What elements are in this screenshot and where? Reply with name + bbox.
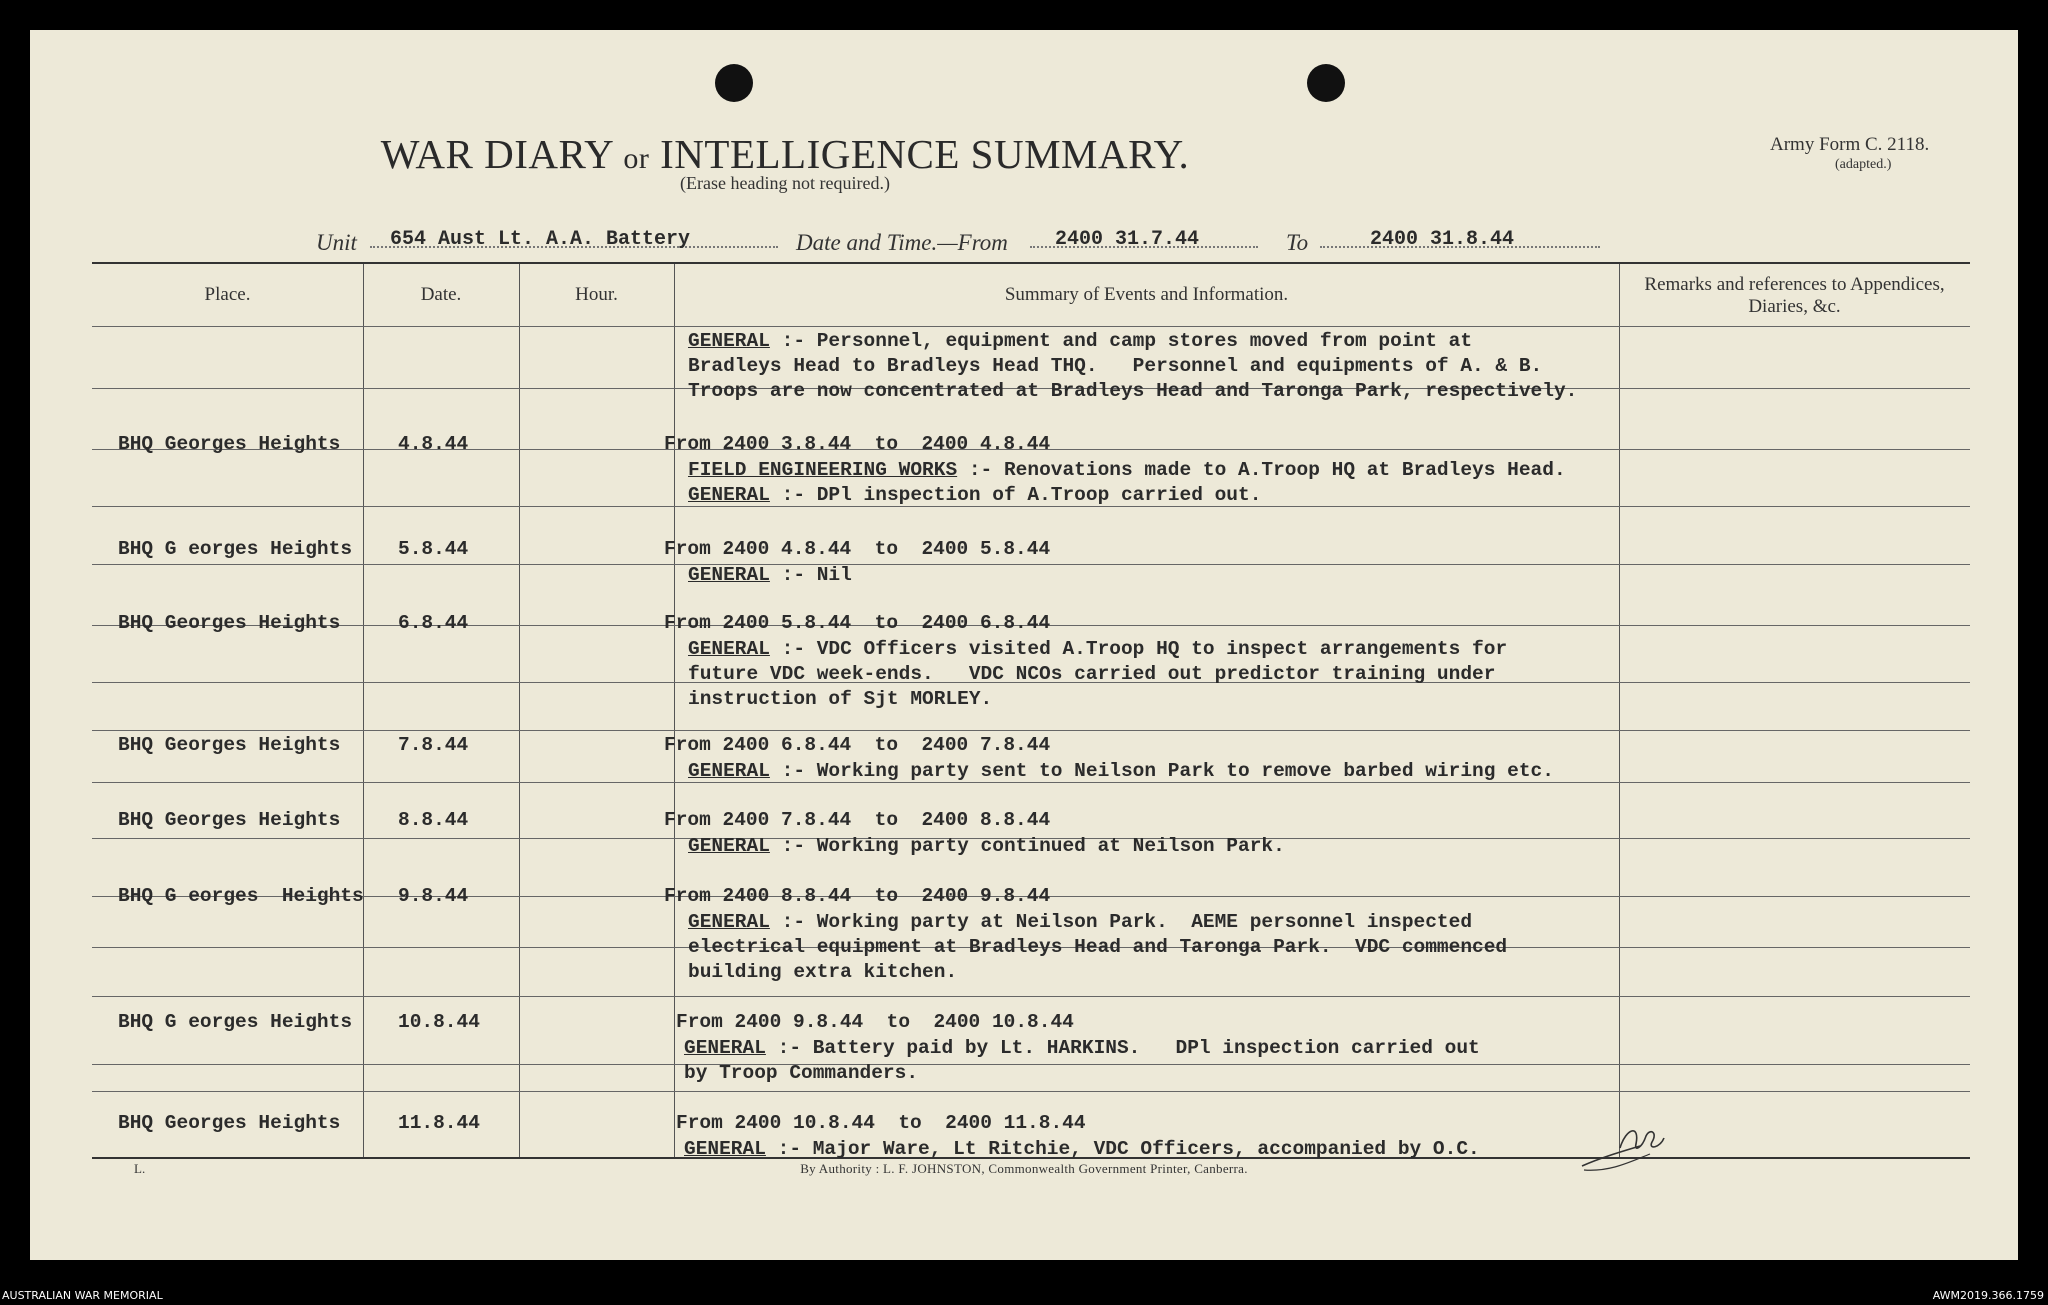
ruled-line: [92, 730, 1970, 731]
entry-period: From 2400 4.8.44 to 2400 5.8.44: [664, 538, 1051, 560]
entry-text: :- Working party continued at Neilson Park.: [769, 835, 1285, 857]
footer-mark: L.: [134, 1161, 146, 1176]
entry-text: building extra kitchen.: [688, 961, 958, 983]
column-divider: [674, 264, 675, 1157]
entry-place: BHQ Georges Heights: [118, 809, 341, 831]
entry-period: From 2400 6.8.44 to 2400 7.8.44: [664, 734, 1051, 756]
entry-text: :- Battery paid by Lt. HARKINS. DPl inspection carried out: [765, 1037, 1480, 1059]
entry-summary-line: [684, 1037, 1480, 1059]
entry-summary-line: [688, 911, 1472, 933]
entry-text: Troops are now concentrated at Bradleys Head and Taronga Park, respectively.: [688, 380, 1578, 402]
entry-summary-line: [688, 380, 1577, 402]
entry-date: 6.8.44: [398, 612, 469, 634]
entry-summary-line: [688, 663, 1495, 685]
column-divider: [519, 264, 520, 1157]
entry-text: future VDC week-ends. VDC NCOs carried out predictor training under: [688, 663, 1496, 685]
header-summary: Summary of Events and Information.: [1004, 284, 1289, 305]
date-to-label: To: [1286, 230, 1309, 255]
footer-authority: By Authority : L. F. JOHNSTON, Commonwealth Government Printer, Canberra.: [800, 1161, 1248, 1176]
entry-summary-line: [688, 961, 957, 983]
header-hour: Hour.: [575, 284, 618, 305]
header-date: Date.: [420, 284, 462, 305]
entry-summary-line: [688, 459, 1566, 481]
ruled-line: [92, 1064, 1970, 1065]
army-form-number: Army Form C. 2118.: [1770, 134, 1930, 155]
entry-summary-line: [688, 638, 1507, 660]
entry-text: :- DPl inspection of A.Troop carried out.: [769, 484, 1262, 506]
entry-text: by Troop Commanders.: [684, 1062, 919, 1084]
entry-date: 9.8.44: [398, 885, 469, 907]
entry-date: 5.8.44: [398, 538, 469, 560]
entry-period: From 2400 10.8.44 to 2400 11.8.44: [676, 1112, 1086, 1134]
punch-hole: [1307, 64, 1345, 102]
date-from-value: 2400 31.7.44: [1055, 228, 1200, 251]
entry-heading-tag: GENERAL: [684, 1138, 766, 1160]
entry-summary-line: [688, 936, 1507, 958]
entry-period: From 2400 3.8.44 to 2400 4.8.44: [664, 433, 1051, 455]
entry-text: :- Working party sent to Neilson Park to remove barbed wiring etc.: [769, 760, 1554, 782]
entry-date: 10.8.44: [398, 1011, 480, 1033]
entry-text: :- VDC Officers visited A.Troop HQ to inspect arrangements for: [769, 638, 1508, 660]
entry-place: BHQ G eorges Heights: [118, 538, 353, 560]
diary-sheet: [30, 30, 2018, 1260]
entry-place: BHQ G eorges Heights: [118, 1011, 353, 1033]
entry-heading-tag: GENERAL: [688, 638, 770, 660]
entry-summary-line: [684, 1062, 918, 1084]
entry-summary-line: [684, 1138, 1480, 1160]
entry-heading-tag: GENERAL: [684, 1037, 766, 1059]
credit-left: AUSTRALIAN WAR MEMORIAL: [2, 1289, 163, 1302]
ruled-line: [92, 564, 1970, 565]
unit-date-line: [30, 226, 2018, 266]
date-to-value: 2400 31.8.44: [1370, 228, 1515, 251]
punch-hole: [715, 64, 753, 102]
entry-heading-tag: GENERAL: [688, 835, 770, 857]
entry-summary-line: [688, 484, 1261, 506]
entry-period: From 2400 9.8.44 to 2400 10.8.44: [676, 1011, 1074, 1033]
entry-period: From 2400 8.8.44 to 2400 9.8.44: [664, 885, 1051, 907]
entry-place: BHQ Georges Heights: [118, 433, 341, 455]
entry-text: electrical equipment at Bradleys Head and Taronga Park. VDC commenced: [688, 936, 1508, 958]
entry-period: From 2400 7.8.44 to 2400 8.8.44: [664, 809, 1051, 831]
entry-text: :- Working party at Neilson Park. AEME personnel inspected: [769, 911, 1473, 933]
credit-right: AWM2019.366.1759: [1932, 1289, 2044, 1302]
entry-place: BHQ Georges Heights: [118, 734, 341, 756]
entry-summary-line: [688, 355, 1542, 377]
entry-text: :- Personnel, equipment and camp stores moved from point at: [769, 330, 1473, 352]
army-form-adapted: (adapted.): [1835, 157, 1892, 172]
ruled-line: [92, 506, 1970, 507]
entry-text: instruction of Sjt MORLEY.: [688, 688, 993, 710]
entry-date: 8.8.44: [398, 809, 469, 831]
entry-place: BHQ Georges Heights: [118, 1112, 341, 1134]
column-divider: [363, 264, 364, 1157]
entry-text: :- Major Ware, Lt Ritchie, VDC Officers, accompanied by O.C.: [765, 1138, 1480, 1160]
unit-label: Unit: [316, 230, 357, 255]
entry-heading-tag: GENERAL: [688, 330, 770, 352]
table-top-rule: [92, 262, 1970, 264]
form-title: WAR DIARY or INTELLIGENCE SUMMARY.: [380, 131, 1190, 177]
entry-text: Bradleys Head to Bradleys Head THQ. Personnel and equipments of A. & B.: [688, 355, 1543, 377]
entry-summary-line: [688, 564, 852, 586]
ruled-line: [92, 326, 1970, 327]
entry-heading-tag: GENERAL: [688, 484, 770, 506]
entry-place: BHQ G eorges Heights: [118, 885, 364, 907]
entry-summary-line: [688, 760, 1554, 782]
form-subtitle: (Erase heading not required.): [680, 173, 890, 193]
entry-text: :- Renovations made to A.Troop HQ at Bradleys Head.: [957, 459, 1566, 481]
ruled-line: [92, 782, 1970, 783]
unit-value: 654 Aust Lt. A.A. Battery: [390, 228, 691, 251]
entry-heading-tag: FIELD ENGINEERING WORKS: [688, 459, 958, 481]
entry-summary-line: [688, 835, 1285, 857]
entry-date: 11.8.44: [398, 1112, 480, 1134]
header-place: Place.: [204, 284, 251, 305]
entry-date: 4.8.44: [398, 433, 469, 455]
header-remarks: Remarks and references to Appendices, Diaries, &c.: [1644, 274, 1945, 317]
column-divider: [1619, 264, 1620, 1157]
entry-summary-line: [688, 330, 1472, 352]
date-from-label: Date and Time.—From: [796, 230, 1008, 255]
entry-date: 7.8.44: [398, 734, 469, 756]
entry-text: :- Nil: [769, 564, 852, 586]
entry-place: BHQ Georges Heights: [118, 612, 341, 634]
entry-summary-line: [688, 688, 992, 710]
ruled-line: [92, 1091, 1970, 1092]
entry-period: From 2400 5.8.44 to 2400 6.8.44: [664, 612, 1051, 634]
entry-heading-tag: GENERAL: [688, 564, 770, 586]
entry-heading-tag: GENERAL: [688, 911, 770, 933]
entry-heading-tag: GENERAL: [688, 760, 770, 782]
ruled-line: [92, 996, 1970, 997]
